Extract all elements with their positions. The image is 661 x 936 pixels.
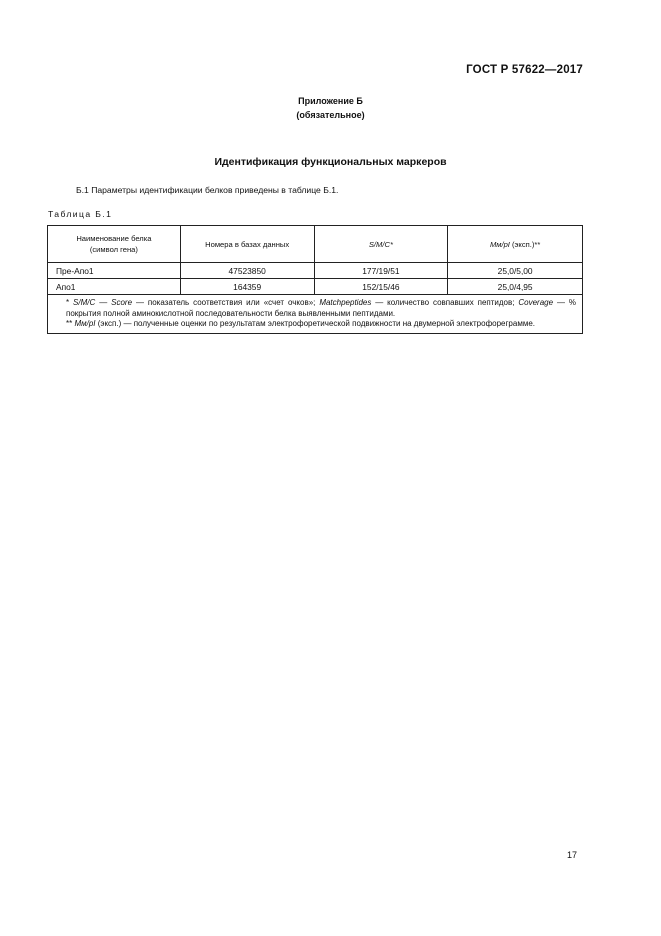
document-code: ГОСТ Р 57622—2017 xyxy=(466,64,583,76)
note-mm-pi: ** Мм/pI (эксп.) — полученные оценки по результатам электрофоретической подвижности на двумерной электрофореграмме. xyxy=(66,319,535,328)
annex-status: (обязательное) xyxy=(296,110,365,120)
cell-mm-pi: 25,0/4,95 xyxy=(448,279,583,295)
table-notes-row xyxy=(48,295,583,334)
cell-protein-name: Пре-Апо1 xyxy=(48,263,181,279)
cell-smc: 177/19/51 xyxy=(314,263,448,279)
annex-title: Приложение Б xyxy=(298,96,363,106)
cell-smc: 152/15/46 xyxy=(314,279,448,295)
intro-paragraph: Б.1 Параметры идентификации белков приведены в таблице Б.1. xyxy=(76,185,339,195)
table-header-row xyxy=(48,226,583,263)
header-mm-pi: Мм/pI (эксп.)** xyxy=(448,226,583,263)
table-caption: Таблица Б.1 xyxy=(48,209,113,219)
annex-heading xyxy=(0,94,661,122)
cell-protein-name: Апо1 xyxy=(48,279,181,295)
protein-identification-table xyxy=(47,225,583,334)
table-row xyxy=(48,279,583,295)
note-smc: * S/M/C — Score — показатель соответствия или «счет очков»; Matchpeptides — количество совпавших пептидов; Coverage — % покрытия полной аминокислотной последовательности белка выявленными пептидами. xyxy=(66,298,577,318)
table-row xyxy=(48,263,583,279)
page-number: 17 xyxy=(566,850,577,860)
header-db-numbers: Номера в базах данных xyxy=(180,226,314,263)
cell-db-number: 164359 xyxy=(180,279,314,295)
header-protein-name: Наименование белка (символ гена) xyxy=(48,226,181,263)
section-title: Идентификация функциональных маркеров xyxy=(214,156,447,168)
table-notes xyxy=(48,295,583,334)
cell-mm-pi: 25,0/5,00 xyxy=(448,263,583,279)
cell-db-number: 47523850 xyxy=(180,263,314,279)
header-smc: S/M/C* xyxy=(314,226,448,263)
